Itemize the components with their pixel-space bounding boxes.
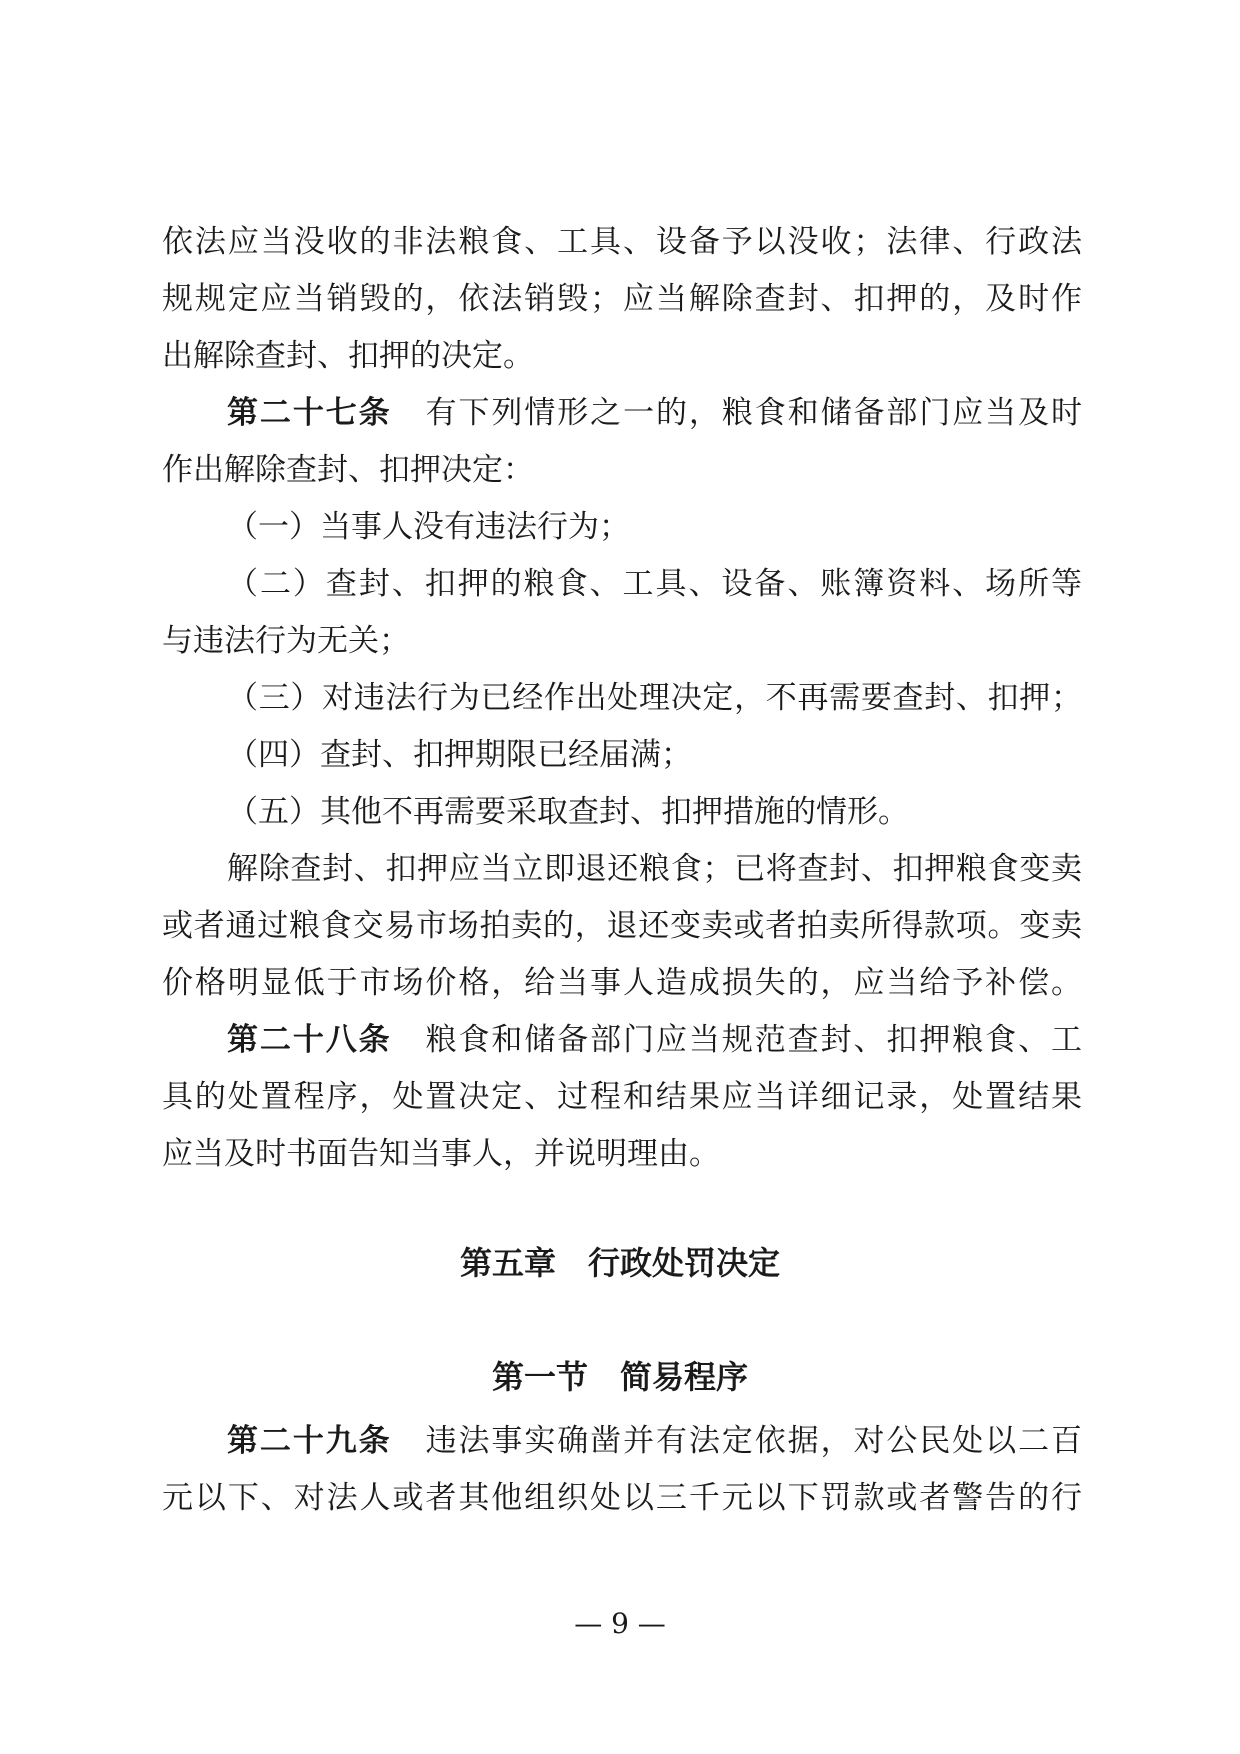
- chapter-heading: [0, 1242, 1240, 1284]
- chapter-title: 行政处罚决定: [588, 1244, 781, 1282]
- article-28-line: 应当及时书面告知当事人，并说明理由。: [162, 1136, 720, 1172]
- article-29-text: 违法事实确凿并有法定依据，对公民处以二百: [425, 1423, 1082, 1459]
- article-27-line: 作出解除查封、扣押决定：: [162, 452, 534, 488]
- article-27-text: 有下列情形之一的，粮食和储备部门应当及时: [425, 395, 1082, 431]
- article-28-text: 粮食和储备部门应当规范查封、扣押粮食、工: [425, 1022, 1082, 1058]
- list-item: （二）查封、扣押的粮食、工具、设备、账簿资料、场所等: [227, 566, 1082, 602]
- article-27-label: 第二十七条: [227, 395, 392, 431]
- article-28-line: [227, 1020, 1082, 1060]
- list-item: 与违法行为无关；: [162, 623, 410, 659]
- article-28-line: 具的处置程序，处置决定、过程和结果应当详细记录，处置结果: [162, 1079, 1082, 1115]
- article-29-line: [227, 1421, 1082, 1461]
- body-line: 依法应当没收的非法粮食、工具、设备予以没收；法律、行政法: [162, 224, 1082, 260]
- body-line: 或者通过粮食交易市场拍卖的，退还变卖或者拍卖所得款项。变卖: [162, 908, 1082, 944]
- article-28-label: 第二十八条: [227, 1022, 392, 1058]
- article-27-line: [227, 393, 1082, 433]
- section-number: 第一节: [491, 1358, 588, 1396]
- page-number: — 9 —: [574, 1607, 666, 1640]
- list-item: （五）其他不再需要采取查封、扣押措施的情形。: [227, 794, 909, 830]
- section-heading: [0, 1356, 1240, 1398]
- body-line: 解除查封、扣押应当立即退还粮食；已将查封、扣押粮食变卖: [227, 851, 1082, 887]
- list-item: （三）对违法行为已经作出处理决定，不再需要查封、扣押；: [227, 680, 1082, 716]
- body-line: 出解除查封、扣押的决定。: [162, 338, 534, 374]
- chapter-number: 第五章: [459, 1244, 556, 1282]
- list-item: （一）当事人没有违法行为；: [227, 509, 630, 545]
- article-29-line: 元以下、对法人或者其他组织处以三千元以下罚款或者警告的行: [162, 1480, 1082, 1516]
- body-line: 价格明显低于市场价格，给当事人造成损失的，应当给予补偿。: [162, 965, 1082, 1001]
- list-item: （四）查封、扣押期限已经届满；: [227, 737, 692, 773]
- section-title: 简易程序: [620, 1358, 749, 1396]
- body-line: 规规定应当销毁的，依法销毁；应当解除查封、扣押的，及时作: [162, 281, 1082, 317]
- article-29-label: 第二十九条: [227, 1423, 392, 1459]
